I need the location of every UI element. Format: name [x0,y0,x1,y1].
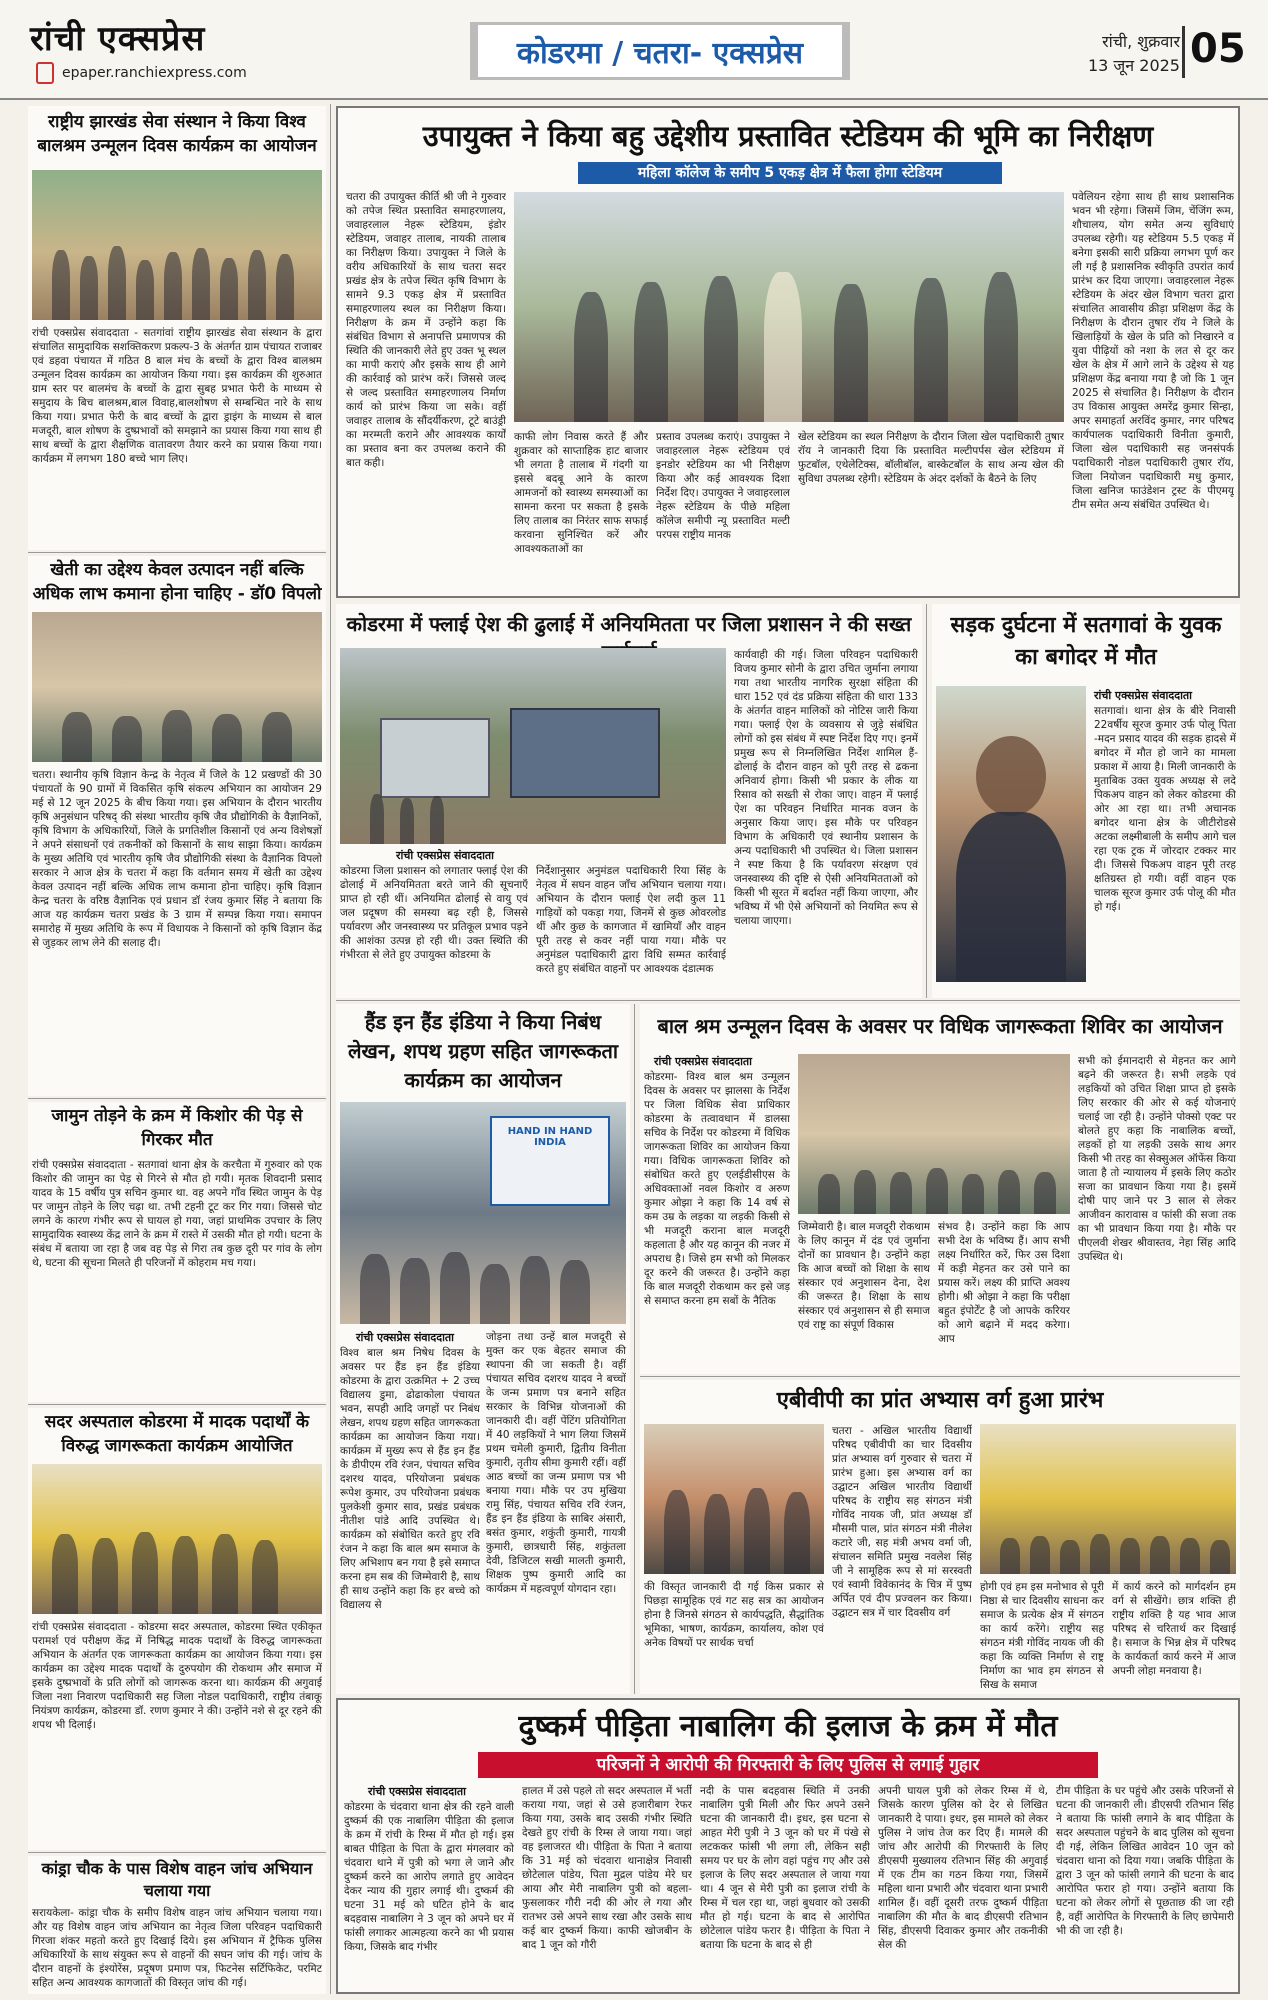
bottom-column-5: टीम पीड़िता के घर पहुंचे और उसके परिजनों से घटना की जानकारी ली। डीएसपी रतिभान सिंह ने बताया कि फांसी लगाने के बाद पीड़िता के सदर अस्पताल पहुंचने के बाद पुलिस को सूचना दी गई, लेकिन लिखित आवेदन 10 जून को चंदवारा थाना को दिया गया। जबकि पीड़िता के द्वारा 3 जून को फांसी लगाने की घटना के बाद आरोपित फरार हो गया। उन्होंने बताया कि घटना को लेकर लोगों से पूछताछ की जा रही है, वहीं आरोपित के गिरफ्तारी के लिए छापेमारी भी की जा रही है। [1056,1785,1234,1937]
flyash-column-2: निर्देशानुसार अनुमंडल पदाधिकारी रिया सिंह के नेतृत्व में सघन वाहन जाँच अभियान चलाया गया। अभियान के दौरान फ्लाई ऐश लदी कुल 11 गाड़ियों को पकड़ा गया, जिनमें से कुछ ओवरलोड थीं और कुछ के कागजात में खामियाँ और वाहन पूरी तरह से कवर नहीं पाया गया। मौके पर अनुमंडल पदाधिकारी द्वारा विधि सम्मत कार्रवाई करते हुए संबंधित वाहनों पर आवश्यक दंडात्मक [536,865,726,975]
lead-column-2: काफी लोग निवास करते हैं और शुक्रवार को साप्ताहिक हाट बाजार भी लगता है तालाब में गंदगी या इससे बदबू आने के कारण आमजनों को स्वास्थ्य समस्याओं का सामना करना पर सकता है इसके लिए तालाब का निरंतर साफ सफाई करवाना सुनिश्चित करें और आवश्यकताओं का [514,431,648,555]
article-road-accident [932,604,1240,998]
article-body: रांची एक्सप्रेस संवाददाता - सतगांवां राष्ट्रीय झारखंड सेवा संस्थान के द्वारा संचालित सामुदायिक सशक्तिकरण प्रकल्प-3 के अंतर्गत ग्राम पंचायत राजाबर एवं डहवा पंचायत में गठित 8 बाल मंच के बच्चों के द्वारा विश्व बालश्रम उन्मूलन दिवस कार्यक्रम का आयोजन किया गया। इस कार्यक्रम की शुरुआत ग्राम स्तर पर बालमंच के बच्चों के द्वारा सुबह प्रभात फेरी के माध्यम से समुदाय के बिच बालश्रम,बाल विवाह,बालशोषण से सम्बन्धित नारे के साथ किया गया। प्रभात फेरी के बाद बच्चों के द्वारा ड्राइंग के माध्यम से बाल मजदूरी, बाल शोषण के दुष्प्रभावों को समझाने का प्रयास किया गया साथ ही साथ बच्चों के द्वारा शैक्षणिक वातावरण तैयार करने का प्रयास किया गया। कार्यक्रम में लगभग 180 बच्चे भाग लिए। [32,327,322,465]
subheadline: महिला कॉलेज के समीप 5 एकड़ क्षेत्र में फैला होगा स्टेडियम [578,162,1002,184]
photo-victim-portrait [936,686,1086,982]
article-minor-death [336,1698,1240,1994]
section-title: कोडरमा / चतरा- एक्सप्रेस [516,35,804,71]
article-abvp [640,1380,1240,1694]
legal-column-3: संभव है। उन्होंने कहा कि आप सभी देश के भविष्य हैं। आप सभी लक्ष्य निर्धारित करें, फिर उस दिशा में कड़ी मेहनत कर उसे पाने का प्रयास करें। लक्ष्य की प्राप्ति अवश्य होगी। श्री ओझा ने कहा कि परीक्षा बहुत इंपोर्टेंट है जो आपके करियर को आगे बढ़ाने में मदद करेगा। आप [938,1221,1070,1345]
headline: हैंड इन हैंड इंडिया ने किया निबंध लेखन, शपथ ग्रहण सहित जागरूकता कार्यक्रम का आयोजन [347,1010,619,1092]
byline: रांची एक्सप्रेस संवाददाता [356,1331,455,1344]
abvp-column-3: होगी एवं हम इस मनोभाव से पूरी निष्ठा से चार दिवसीय साधना कर समाज के प्रत्येक क्षेत्र में संगठन का कार्य करेंगे। राष्ट्रीय सह संगठन मंत्री गोविंद नायक जी की कहा कि व्यक्ति निर्माण से राष्ट्र निर्माण का भाव हम संगठन से सिख के समाज [980,1581,1104,1690]
issue-date: 13 जून 2025 [1087,56,1180,75]
section-banner [470,22,850,80]
flyash-column-1: कोडरमा जिला प्रशासन को लगातार फ्लाई ऐश की ढोलाई में अनियमितता बरते जाने की सूचनाएँ प्राप्त हो रही थीं। अनियमित ढोलाई से वायु एवं जल प्रदूषण की समस्या बढ़ रही है, जिससे पर्यावरण और जनस्वास्थ्य पर प्रतिकूल प्रभाव पड़ने की आशंका उत्पन्न हो रही थी। उक्त स्थिति की गंभीरता से लेते हुए उपायुक्त कोडरमा के [340,865,528,961]
divider [28,552,326,553]
photo-krishi-meeting [32,612,322,762]
abvp-column-4: में कार्य करने को मार्गदर्शन हम वर्ग से सीखेंगे। छात्र शक्ति ही राष्ट्रीय शक्ति है यह भाव आज परिषद से चरितार्थ कर दिखाई है। समाज के भिन्न क्षेत्र में परिषद के कार्यकर्ता कार्य करने में आज अपनी लोहा मनवाया है। [1112,1581,1236,1677]
article-body: रांची एक्सप्रेस संवाददाता - कोडरमा सदर अस्पताल, कोडरमा स्थित एकीकृत परामर्श एवं परीक्षण केंद्र में निषिद्ध मादक पदार्थों के विरुद्ध जागरूकता अभियान के अंतर्गत एक जागरूकता कार्यक्रम का आयोजन किया गया। इस कार्यक्रम का उद्देश्य मादक पदार्थों के दुरुपयोग की रोकथाम और समाज में इसके दुष्प्रभावों के प्रति लोगों को जागरूक करना था। कार्यक्रम की अगुवाई जिला नशा निवारण पदाधिकारी सह जिला नोडल पदाधिकारी, राष्ट्रीय तंबाकू नियंत्रण कार्यक्रम, कोडरमा डॉ. रणण कुमार ने की। उन्होंने नशे से दूर रहने की शपथ भी दिलाई। [32,1621,322,1731]
column-divider [330,104,331,1994]
lead-column-5: पवेलियन रहेगा साथ ही साथ प्रशासनिक भवन भी रहेगा। जिसमें जिम, चेंजिंग रूम, शौचालय, योग समेत अन्य सुविधाएं उपलब्ध रहेगी। यह स्टेडियम 5.5 एकड़ में बनेगा इसकी सारी प्रक्रिया लगभग पूर्ण कर ली गई है प्रशासनिक स्वीकृति उपरांत कार्य प्रारंभ कर दिया जाएगा। जवाहरलाल नेहरू स्टेडियम के अंदर खेल विभाग चतरा द्वारा संचालित आवासीय क्रीड़ा प्रशिक्षण केंद्र के निरीक्षण के दौरान तुषार रॉय ने जिले के खिलाड़ियों के खेल के प्रति को निखारने व युवा पीढ़ियों को नशा के लत से दूर कर खेल के क्षेत्र में आगे लाने के उद्देश्य से यह प्रशिक्षण केंद्र बनाया गया है जो कि 1 जून 2025 से संचालित है। निरीक्षण के दौरान उप विकास आयुक्त अमरेंद्र कुमार सिन्हा, अपर समाहर्ता अरविंद कुमार, नगर परिषद कार्यपालक पदाधिकारी विनीता कुमारी, जिला खेल पदाधिकारी सह जनसंपर्क पदाधिकारी नोडल पदाधिकारी तुषार रॉय, जिला नियोजन पदाधिकारी मधु कुमार, जिला खनिज फाउंडेशन ट्रस्ट के पीएमयू टीम समेत अन्य संबंधित उपस्थित थे। [1072,191,1234,511]
headline: उपायुक्त ने किया बहु उद्देशीय प्रस्तावित स्टेडियम की भूमि का निरीक्षण [422,119,1154,153]
flyash-column-3: कार्यवाही की गई। जिला परिवहन पदाधिकारी विजय कुमार सोनी के द्वारा उचित जुर्माना लगाया गया तथा भारतीय नागरिक सुरक्षा संहिता की धारा 152 एवं दंड प्रक्रिया संहिता की धारा 133 के अंतर्गत वाहन मालिकों को नोटिस जारी किया गया। फ्लाई ऐश के व्यवसाय से जुड़े संबंधित लोगों को इस संबंध में स्पष्ट निर्देश दिए गए। इनमें प्रमुख रूप से निम्नलिखित निर्देश शामिल हैं- ढोलाई के दौरान वाहन को पूरी तरह से ढकना अनिवार्य होगा। किसी भी प्रकार के लीक या रिसाव को सख्ती से रोका जाए। वाहन में फ्लाई ऐश का परिवहन निर्धारित मानक वजन के अनुसार किया जाए। इस मौके पर परिवहन विभाग के अधिकारी एवं स्थानीय प्रशासन के अन्य पदाधिकारी भी उपस्थित थे। जिला प्रशासन ने स्पष्ट किया है कि पर्यावरण संरक्षण एवं जनस्वास्थ्य की दृष्टि से ऐसी अनियमितताओं को किसी भी सूरत में बर्दाश्त नहीं किया जाएगा, और भविष्य में भी ऐसे अभियानों को नियमित रूप से चलाया जाएगा। [734,649,918,927]
page-number: 05 [1190,26,1246,72]
legal-column-2: जिम्मेवारी है। बाल मजदूरी रोकथाम के लिए कानून में दंड एवं जुर्माना दोनों का प्रावधान है। उन्होंने कहा कि आज बच्चों को शिक्षा के साथ संस्कार एवं अनुशासन देना, देश की जरूरत है। शिक्षा के साथ संस्कार एवं अनुशासन से ही समाज एवं राष्ट्र का संपूर्ण विकास [798,1221,930,1331]
tablet-icon [36,62,54,84]
newspaper-logo: रांची एक्सप्रेस [30,19,206,59]
headline: जामुन तोड़ने के क्रम में किशोर की पेड़ से गिरकर मौत [51,1106,303,1150]
divider [336,1000,1240,1001]
byline: रांची एक्सप्रेस संवाददाता [368,1785,467,1798]
divider [28,1404,326,1405]
event-banner: HAND IN HAND INDIA [490,1116,610,1206]
article-stadium-inspection [336,106,1240,598]
byline: रांची एक्सप्रेस संवाददाता [654,1055,753,1068]
headline: सदर अस्पताल कोडरमा में मादक पदार्थों के विरुद्ध जागरूकता कार्यक्रम आयोजित [44,1412,310,1456]
article-legal-awareness [640,1004,1240,1374]
city-day: रांची, शुक्रवार [1102,32,1180,51]
byline: रांची एक्सप्रेस संवाददाता [1094,689,1193,702]
headline: दुष्कर्म पीड़िता नाबालिग की इलाज के क्रम में मौत [518,1709,1058,1744]
epaper-url-row [36,62,247,84]
article-body: रांची एक्सप्रेस संवाददाता - सतगावां थाना क्षेत्र के करचैता में गुरुवार को एक किशोर की जामुन का पेड़ से गिरने से मौत हो गयी। मृतक शिवदानी प्रसाद यादव के 15 वर्षीय पुत्र सचिन कुमार था. वह अपने गाँव स्थित जामुन के पेड़ पर जामुन तोड़ने के लिए चढ़ा था. तभी टहनी टूट कर गिर गया। जिससे चोट लगने के कारण गंभीर रूप से घायल हो गया, जहां प्राथमिक उपचार के लिए सामुदायिक स्वास्थ्य केंद्र लाने के क्रम में रास्ते में उसकी मौत हो गयी। घटना के संबंध में बताया जा रहा है जब वह पेड़ से गिरा तब कुछ दूरी पर गांव के लोग थे, घटना की सूचना मिलते ही परिजनों में कोहराम मच गया। [32,1159,322,1269]
bottom-column-4: अपनी घायल पुत्री को लेकर रिम्स में थे, जिसके कारण पुलिस को देर से लिखित जानकारी दे पाया। इधर, इस मामले को लेकर पुलिस ने जांच तेज कर दिए हैं। मामले की जांच और आरोपी की गिरफ्तारी के लिए डीएसपी मुख्यालय रतिभान सिंह की अगुवाई में एक टीम का गठन किया गया, जिसमें महिला थाना प्रभारी और चंदवारा थाना प्रभारी शामिल हैं। वहीं दूसरी तरफ दुष्कर्म पीड़िता नाबालिग की मौत के बाद डीएसपी रतिभान सिंह, डीएसपी दिवाकर कुमार और तकनीकी सेल की [878,1785,1048,1951]
headline: खेती का उद्देश्य केवल उत्पादन नहीं बल्कि अधिक लाभ कमाना होना चाहिए - डॉ0 विपलो [32,560,322,604]
photo-hand-in-hand-event [340,1102,626,1324]
headline: सड़क दुर्घटना में सतगावां के युवक का बगोदर में मौत [950,613,1222,670]
article-balshram-sansthan [28,106,326,550]
page-number-divider [1182,26,1185,78]
abvp-column-2: की विस्तृत जानकारी दी गई किस प्रकार से पिछड़ा सामूहिक एवं गट सह सत्र का आयोजन होना है जिनसे संगठन से कार्यपद्धति, सैद्धांतिक भूमिका, भाषण, कार्यक्रम, कार्यालय, कोश एवं अनेक विषयों पर सार्थक चर्चा [644,1581,824,1649]
hand-column-1: विश्व बाल श्रम निषेध दिवस के अवसर पर हैंड इन हैंड इंडिया कोडरमा के द्वारा उत्क्रमित + 2 उच्च विद्यालय डुमा, ढोढाकोला पंचायत भवन, सपही आदि जगहों पर निबंध लेखन, शपथ ग्रहण सहित जागरूकता कार्यक्रम का आयोजन किया गया। कार्यक्रम में मुख्य रूप से हैंड इन हैंड के डीपीएम रवि रंजन, पंचायत सचिव दशरथ यादव, परियोजना प्रबंधक रूपेश कुमार, उप परियोजना प्रबंधक पुलकेशी कुमार साव, प्रखंड प्रबंधक नीतीश पांडे आदि उपस्थित थे। कार्यक्रम को संबोधित करते हुए रवि रंजन ने कहा कि बाल श्रम समाज के लिए अभिशाप बन गया है इसे समाप्त करना हम सब की जिम्मेवारी है, साथ ही साथ उन्होंने कहा कि हर बच्चे को विद्यालय से [340,1347,480,1611]
legal-column-4: सभी को ईमानदारी से मेहनत कर आगे बढ़ने की जरूरत है। सभी लड़के एवं लड़कियों को उचित शिक्षा प्राप्त हो इसके लिए सरकार की ओर से कई योजनाएं चलाई जा रही है। उन्होंने पोक्सो एक्ट पर बोलते हुए कहा कि नाबालिक बच्चों, लड़कों हो या लड़की उसके साथ अगर किसी भी तरह का सेक्सुअल ऑफेंस किया जाता है तो न्यायालय में इसके लिए कठोर सजा का प्रावधान किया गया है। इसमें दोषी पाए जाने पर 3 साल से लेकर आजीवन कारावास व फांसी की सजा तक का भी प्रावधान किया गया है। मौके पर पीएलवी शेखर श्रीवास्तव, नेहा सिंह आदि उपस्थित थे। [1078,1055,1236,1263]
headline: कोडरमा में फ्लाई ऐश की ढुलाई में अनियमितता पर जिला प्रशासन ने की सख्त [346,612,912,636]
red-subheadline: परिजनों ने आरोपी की गिरफ्तारी के लिए पुलिस से लगाई गुहार [478,1752,1098,1778]
article-hand-in-hand [336,1004,630,1694]
divider [640,1376,1240,1377]
abvp-column-1: चतरा - अखिल भारतीय विद्यार्थी परिषद एबीवीपी का चार दिवसीय प्रांत अभ्यास वर्ग गुरुवार से चतरा में प्रारंभ हुआ। इस अभ्यास वर्ग का उद्घाटन अखिल भारतीय विद्यार्थी परिषद के राष्ट्रीय सह संगठन मंत्री गोविंद नायक जी, प्रांत अध्यक्ष डॉ मौसमी पाल, प्रांत संगठन मंत्री नीलेश कटारे जी, सह मंत्री अभय वर्मा जी, संचालन समिति प्रमुख नवलेश सिंह जी ने सामूहिक रूप से मां सरस्वती एवं स्वामी विवेकानंद के चित्र में पुष्प अर्पित एवं दीप प्रज्वलन कर किया। उद्घाटन सत्र में चार दिवसीय वर्ग [832,1425,972,1619]
photo-awareness-program [32,1464,322,1614]
lead-column-4: खेल स्टेडियम का स्थल निरीक्षण के दौरान जिला खेल पदाधिकारी तुषार रॉय ने जानकारी दिया कि प्रस्तावित मल्टीपर्पस खेल स्टेडियम में फुटबॉल, एथेलेटिक्स, बॉलीबॉल, बास्केटबॉल के साथ अन्य खेल की सुविधा उपलब्ध रहेगी। स्टेडियम के अंदर दर्शकों के बैठने के लिए [798,431,1064,485]
lead-column-1: चतरा की उपायुक्त कीर्ति श्री जी ने गुरुवार को तपेज स्थित प्रस्तावित समाहरणालय, जवाहरलाल नेहरू स्टेडियम, इंडोर स्टेडियम, जवाहर तालाब, नायकी तालाब का निरीक्षण किया। उपायुक्त ने जिले के वरीय अधिकारियों के साथ चतरा सदर प्रखंड क्षेत्र के तपेज स्थित कृषि विभाग के सामने 9.3 एकड़ क्षेत्र में प्रस्तावित समाहरणालय स्थल का निरीक्षण किया। निरीक्षण के क्रम में उन्होंने कहा कि संबंधित विभाग से अनापत्ति प्रमाणपत्र की स्थिति की जानकारी लेते हुए उक्त भू स्थल का मापी कराएं और इसके साथ ही आगे की कार्रवाई को प्रारंभ करें। जिससे जल्द से जल्द प्रस्तावित समाहरणालय निर्माण कार्य को प्रारंभ किया जा सके। वहीं जवाहर तालाब के सौंदर्यीकरण, टूटे बाउंड्री का मरम्मती कराने और आवश्यक कार्यों का प्रस्ताव बना कर उपलब्ध कराने की बात कही। [346,191,506,469]
bottom-column-2: हालत में उसे पहले तो सदर अस्पताल में भर्ती कराया गया, जहां से उसे हजारीबाग रेफर किया गया, उसके बाद उसकी गंभीर स्थिति देखते हुए रांची के रिम्स ले जाया गया। जहां वह इलाजरत थी। पीड़िता के पिता ने बताया कि 31 मई को चंदवारा थानाक्षेत्र निवासी छोटेलाल पांडेय, पिता मुद्रल पांडेय मेरे घर आया और मेरी नाबालिग पुत्री को बहला-फुसलाकर गौरी नदी की ओर ले गया और रातभर उसे अपने साथ रखा और उसके साथ कई बार दुष्कर्म किया। काफी खोजबीन के बाद 1 जून को गौरी [522,1785,692,1951]
headline: कांड्रा चौक के पास विशेष वाहन जांच अभियान चलाया गया [41,1859,313,1900]
hand-column-2: जोड़ना तथा उन्हें बाल मजदूरी से मुक्त कर एक बेहतर समाज की स्थापना की जा सकती है। वहीं पंचायत सचिव दशरथ यादव ने बच्चों के जन्म प्रमाण पत्र बनाने सहित सरकार के विभिन्न योजनाओं की जानकारी दी। वहीं पेंटिंग प्रतियोगिता में 40 लड़कियों ने भाग लिया जिसमें प्रथम चमेली कुमारी, द्वितीय विनीता कुमारी, तृतीय सीमा कुमारी रहीं। वहीं आठ बच्चों का जन्म प्रमाण पत्र भी बनाया गया। मौके पर उप मुखिया रामु सिंह, पंचायत सचिव रवि रंजन, हैंड इन हैंड इंडिया के साबिर अंसारी, बसंत कुमार, शकुंती कुमारी, गायत्री कुमारी, छात्रधारी सिंह, शकुंतला देवी, डिजिटल सखी मालती कुमारी, शिक्षक पुष्प कुमारी आदि का कार्यक्रम में महत्वपूर्ण योगदान रहा। [486,1331,626,1595]
article-jamun [28,1102,326,1402]
article-kandra-chowk [28,1856,326,1994]
bottom-column-3: नदी के पास बदहवास स्थिति में उनकी नाबालिग पुत्री मिली और फिर अपने उसने घटना की जानकारी दी। इधर, इस घटना से आहत मेरी पुत्री ने 3 जून को घर में पंखे से लटककर फांसी भी लगा ली, लेकिन सही समय पर घर के लोग वहां पहुंच गए और उसे इलाज के लिए सदर अस्पताल ले जाया गया था। 4 जून से मेरी पुत्री का इलाज रांची के रिम्स में चल रहा था, जहां बुधवार को उसकी मौत हो गई। घटना के बाद से आरोपित छोटेलाल पांडेय फरार है। पीड़िता के पिता ने बताया कि घटना के बाद से ही [700,1785,870,1951]
photo-abvp-inauguration [644,1424,824,1574]
epaper-url[interactable]: epaper.ranchiexpress.com [62,65,247,81]
headline: बाल श्रम उन्मूलन दिवस के अवसर पर विधिक जागरूकता शिविर का आयोजन [657,1014,1223,1038]
photo-fly-ash-trucks [340,648,726,844]
article-body: चतरा। स्थानीय कृषि विज्ञान केन्द्र के नेतृत्व में जिले के 12 प्रखण्डों की 30 पंचायतों के 90 ग्रामों में विकसित कृषि संकल्प अभियान का आयोजन 29 मई से 12 जून 2025 के बीच किया गया। इस अभियान के दौरान भारतीय कृषि अनुसंधान परिषद् की संस्था भारतीय कृषि जैव प्रौद्योगिकी के वैज्ञानिकों, कृषि विभाग के अधिकारियों, जिले के प्रगतिशील किसानों एवं अन्य विशेषज्ञों ने अपने संसाधनों एवं तकनीकों को किसानों के साथ साझा किया। कार्यक्रम के मुख्य अतिथि एवं भारतीय कृषि जैव प्रौद्योगिकी संस्था के वैज्ञानिक विपलो सरकार ने आज क्षेत्र के चतरा में कहा कि वर्तमान समय में खेती का उद्देश्य केवल उत्पादन नहीं बल्कि अधिक लाभ कमाना होना चाहिए। कृषि विज्ञान केन्द्र चतरा के वरिष्ठ वैज्ञानिक एवं प्रधान डॉ रंजय कुमार सिंह ने बताया कि आज यह कार्यक्रम चतरा प्रखंड के 3 ग्राम में सम्पन्न किया गया। समापन समारोह में मुख्य अतिथि के रूप में विधायक ने किसानों को कृषि विज्ञान केंद्र से जुड़कर लाभ लेने की सलाह दी। [32,769,322,949]
headline: एबीवीपी का प्रांत अभ्यास वर्ग हुआ प्रारंभ [776,1388,1104,1413]
divider [28,1852,326,1853]
byline: रांची एक्सप्रेस संवाददाता [396,849,495,862]
article-body: सतगावां। थाना क्षेत्र के बीरे निवासी 22वर्षीय सूरज कुमार उर्फ पोलू पिता -मदन प्रसाद यादव की सड़क हादसे में बगोदर में मौत हो जाने का मामला प्रकाश में आया है। मिली जानकारी के मुताबिक उक्त युवक अध्यक्ष से लदे पिकअप वाहन को लेकर कोडरमा की ओर आ रहा था। तभी अचानक बगोदर थाना क्षेत्र के जीटीरोडसे अटका लक्ष्मीबाली के समीप आगे चल रहा एक ट्रक में जोरदार टक्कर मार दी। जिससे पिकअप वाहन पूरी तरह क्षतिग्रस्त हो गयी। वहीं वाहन एक चालक सूरज कुमार उर्फ पोलू की मौत हो गई। [1094,705,1236,913]
column-divider [926,604,927,998]
photo-students-hall [798,1054,1070,1214]
article-kheti [28,556,326,1096]
article-sadar-aspatal [28,1408,326,1850]
photo-abvp-assembly [980,1424,1236,1574]
column-divider [634,1004,635,1694]
bottom-column-1: कोडरमा के चंदवारा थाना क्षेत्र की रहने वाली दुष्कर्म की एक नाबालिग पीड़िता की इलाज के क्रम में रांची के रिम्स में मौत हो गई। इस बाबत पीड़िता के पिता के द्वारा मंगलवार को चंदवारा थाने में पुत्री को भगा ले जाने और दुष्कर्म करने का आरोप लगाते हुए आवेदन देकर न्याय की गुहार लगाई थी। दुष्कर्म की घटना 31 मई को घटित होने के बाद बदहवास नाबालिग ने 3 जून को अपने घर में फांसी लगाकर आत्महत्या करने का भी प्रयास किया, जिसके बाद गंभीर [344,1801,514,1953]
divider [28,1098,326,1099]
lead-column-3: प्रस्ताव उपलब्ध कराएं। उपायुक्त ने जवाहरलाल नेहरू स्टेडियम एवं इनडोर स्टेडियम का भी निरीक्षण किया और कई आवश्यक दिशा निर्देश दिए। उपायुक्त ने जवाहरलाल नेहरू स्टेडियम के पीछे महिला कॉलेज समीपी न्यू प्रस्तावित मल्टी परपस राष्ट्रीय मानक [656,431,790,541]
headline: राष्ट्रीय झारखंड सेवा संस्थान ने किया विश्व बालश्रम उन्मूलन दिवस कार्यक्रम का आयोजन [37,112,317,156]
photo-children-rally [32,170,322,320]
article-body: सरायकेला- कांड्रा चौक के समीप विशेष वाहन जांच अभियान चलाया गया। और यह विशेष वाहन जांच अभियान का नेतृत्व जिला परिवहन पदाधिकारी गिरजा शंकर महतो करते हुए दिखाई दिये। इस अभियान में ट्रैफिक पुलिस अधिकारियों के साथ संयुक्त रूप से वाहनों की सघन जांच की गई। जांच के दौरान वाहनों के इंश्योरेंस, प्रदूषण प्रमाण पत्र, फिटनेस सर्टिफिकेट, परमिट सहित अन्य आवश्यक कागजातों की विस्तृत जांच की गई। [32,1907,322,1989]
photo-officials-inspection [514,192,1064,422]
masthead [0,0,1268,100]
legal-column-1: कोडरमा- विश्व बाल श्रम उन्मूलन दिवस के अवसर पर झालसा के निर्देश पर जिला विधिक सेवा प्राधिकार कोडरमा के तत्वावधान में डालसा सचिव के निर्देश पर कोडरमा में विधिक जागरूकता शिविर का आयोजन किया गया। विधिक जागरूकता शिविर को संबोधित करते हुए एलईडीसीएस के अधिवक्ताओं नवल किशोर व अरुण कुमार ओझा ने कहा कि 14 वर्ष से कम उम्र के लड़का या लड़की किसी से भी मजदूरी कराना बाल मजदूरी कहलाता है और यह कानून की नजर में अपराध है। जिसे हम सभी को मिलकर दूर करने की जरूरत है। उन्होंने कहा कि बाल मजदूरी रोकथाम कर इसे जड़ से समाप्त करना हम सबों के नैतिक [644,1071,790,1307]
article-fly-ash [336,604,922,998]
dateline [1060,30,1180,78]
